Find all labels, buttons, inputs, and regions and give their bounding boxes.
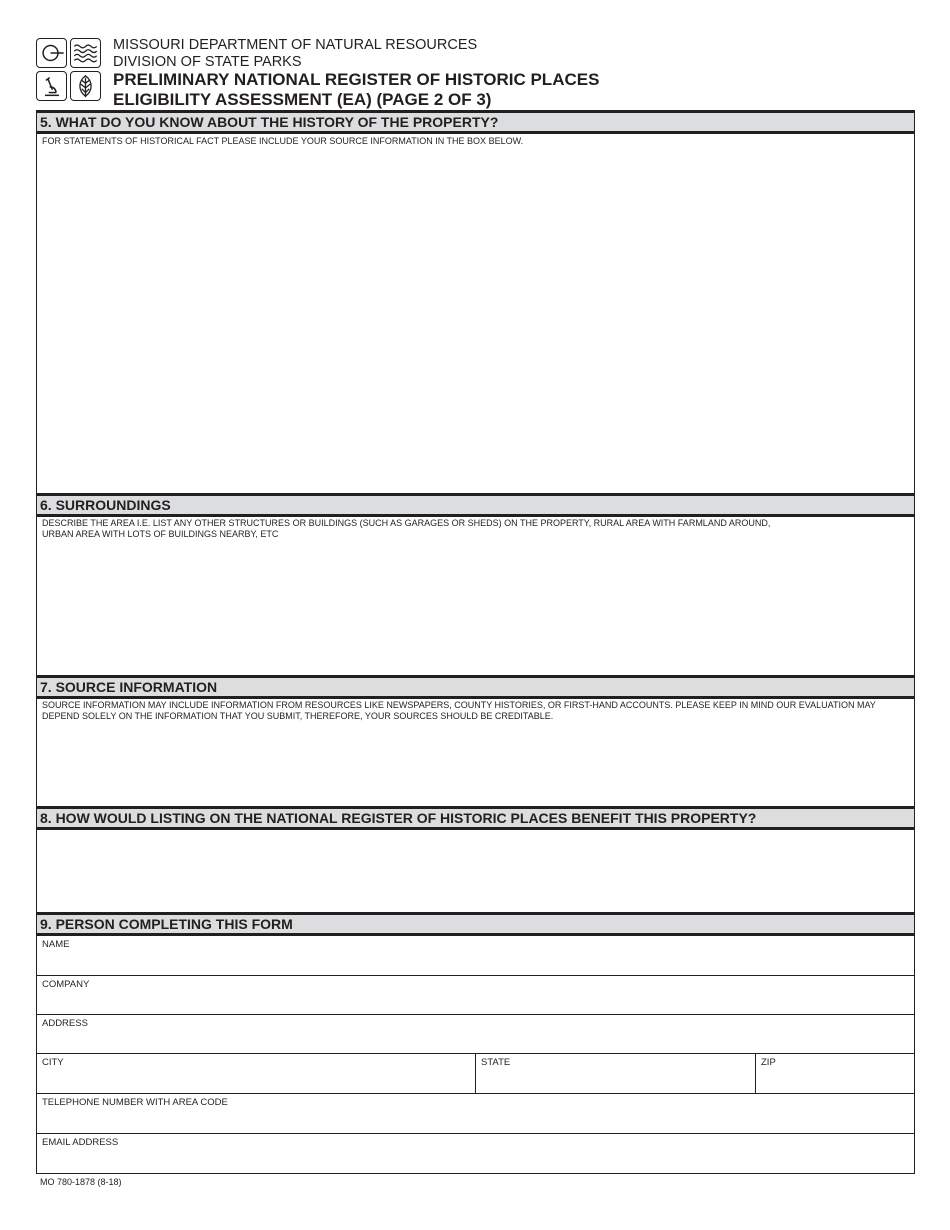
city-state-divider bbox=[475, 1054, 476, 1094]
section-7-instruction-line2: DEPEND SOLELY ON THE INFORMATION THAT YOU SUBMIT, THEREFORE, YOUR SOURCES SHOULD BE CREDITABLE. bbox=[42, 711, 554, 721]
state-label: STATE bbox=[481, 1057, 511, 1068]
email-field[interactable] bbox=[37, 1134, 914, 1173]
email-label: EMAIL ADDRESS bbox=[42, 1137, 119, 1148]
form-body bbox=[36, 110, 915, 1174]
history-textarea[interactable] bbox=[37, 148, 914, 493]
source-information-textarea[interactable] bbox=[37, 724, 914, 806]
section-9-header: 9. PERSON COMPLETING THIS FORM bbox=[37, 912, 914, 936]
section-7-header: 7. SOURCE INFORMATION bbox=[37, 675, 914, 699]
form-subtitle: ELIGIBILITY ASSESSMENT (EA) (PAGE 2 OF 3) bbox=[113, 90, 492, 109]
section-6-header: 6. SURROUNDINGS bbox=[37, 493, 914, 517]
dnr-logo bbox=[36, 38, 104, 104]
company-field[interactable] bbox=[37, 976, 914, 1015]
form-title: PRELIMINARY NATIONAL REGISTER OF HISTORIC PLACES bbox=[113, 70, 600, 89]
address-label: ADDRESS bbox=[42, 1018, 88, 1029]
name-field[interactable] bbox=[37, 936, 914, 976]
section-5-header: 5. WHAT DO YOU KNOW ABOUT THE HISTORY OF THE PROPERTY? bbox=[37, 110, 914, 134]
city-field[interactable] bbox=[37, 1054, 476, 1094]
address-field[interactable] bbox=[37, 1015, 914, 1054]
city-label: CITY bbox=[42, 1057, 64, 1068]
section-6-instruction-line1: DESCRIBE THE AREA I.E. LIST ANY OTHER STRUCTURES OR BUILDINGS (SUCH AS GARAGES OR SHEDS) ON THE PROPERTY, RURAL AREA WITH FARMLAND AROUND, bbox=[42, 518, 771, 528]
section-6-instruction-line2: URBAN AREA WITH LOTS OF BUILDINGS NEARBY, ETC bbox=[42, 529, 279, 539]
surroundings-textarea[interactable] bbox=[37, 542, 914, 675]
zip-label: ZIP bbox=[761, 1057, 776, 1068]
microscope-icon bbox=[36, 71, 67, 101]
telephone-label: TELEPHONE NUMBER WITH AREA CODE bbox=[42, 1097, 228, 1108]
state-field[interactable] bbox=[476, 1054, 756, 1094]
leaf-icon bbox=[70, 71, 101, 101]
state-zip-divider bbox=[755, 1054, 756, 1094]
benefit-textarea[interactable] bbox=[37, 830, 914, 912]
zip-field[interactable] bbox=[756, 1054, 914, 1094]
section-5-instruction: FOR STATEMENTS OF HISTORICAL FACT PLEASE INCLUDE YOUR SOURCE INFORMATION IN THE BOX BELOW. bbox=[42, 136, 524, 146]
telephone-field[interactable] bbox=[37, 1094, 914, 1134]
section-7-instruction-line1: SOURCE INFORMATION MAY INCLUDE INFORMATION FROM RESOURCES LIKE NEWSPAPERS, COUNTY HISTORIES, OR FIRST-HAND ACCOUNTS. PLEASE KEEP IN MIND OUR EVALUATION MAY bbox=[42, 700, 876, 710]
water-waves-icon bbox=[70, 38, 101, 68]
name-label: NAME bbox=[42, 939, 70, 950]
form-number: MO 780-1878 (8-18) bbox=[40, 1177, 122, 1187]
company-label: COMPANY bbox=[42, 979, 90, 990]
arrow-icon bbox=[36, 38, 67, 68]
division-name: DIVISION OF STATE PARKS bbox=[113, 54, 302, 70]
section-8-header: 8. HOW WOULD LISTING ON THE NATIONAL REGISTER OF HISTORIC PLACES BENEFIT THIS PROPERTY? bbox=[37, 806, 914, 830]
agency-name: MISSOURI DEPARTMENT OF NATURAL RESOURCES bbox=[113, 37, 478, 53]
